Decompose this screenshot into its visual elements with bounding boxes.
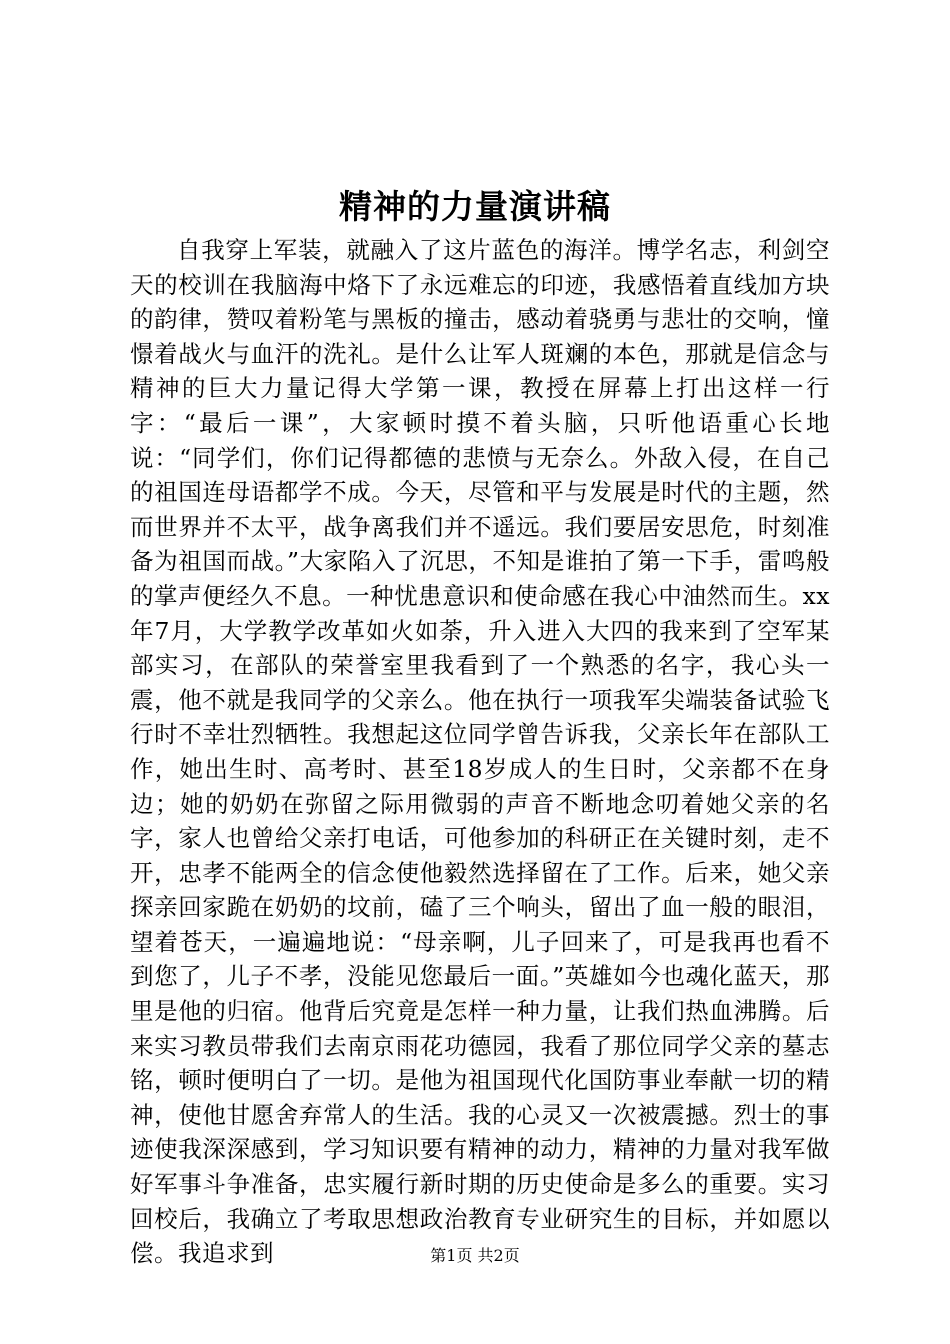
document-title: 精神的力量演讲稿 — [339, 187, 611, 226]
body-paragraph: 自我穿上军装，就融入了这片蓝色的海洋。博学名志，利剑空天的校训在我脑海中烙下了永远难忘的印迹，我感悟着直线加方块的韵律，赞叹着粉笔与黑板的撞击，感动着骁勇与悲壮的交响，憧憬着战火与血汗的洗礼。是什么让军人斑斓的本色，那就是信念与精神的巨大力量记得大学第一课，教授在屏幕上打出这样一行字：“最后一课”，大家顿时摸不着头脑，只听他语重心长地说：“同学们，你们记得都德的悲愤与无奈么。外敌入侵，在自己的祖国连母语都学不成。今天，尽管和平与发展是时代的主题，然而世界并不太平，战争离我们并不遥远。我们要居安思危，时刻准备为祖国而战。”大家陷入了沉思，不知是谁拍了第一下手，雷鸣般的掌声便经久不息。一种忧患意识和使命感在我心中油然而生。xx年7月，大学教学改革如火如荼，升入进入大四的我来到了空军某部实习，在部队的荣誉室里我看到了一个熟悉的名字，我心头一震，他不就是我同学的父亲么。他在执行一项我军尖端装备试验飞行时不幸壮烈牺牲。我想起这位同学曾告诉我，父亲长年在部队工作，她出生时、高考时、甚至18岁成人的生日时，父亲都不在身边；她的奶奶在弥留之际用微弱的声音不断地念叨着她父亲的名字，家人也曾给父亲打电话，可他参加的科研正在关键时刻，走不开，忠孝不能两全的信念使他毅然选择留在了工作。后来，她父亲探亲回家跪在奶奶的坟前，磕了三个响头，留出了血一般的眼泪，望着苍天，一遍遍地说：“母亲啊，儿子回来了，可是我再也看不到您了，儿子不孝，没能见您最后一面。”英雄如今也魂化蓝天，那里是他的归宿。他背后究竟是怎样一种力量，让我们热血沸腾。后来实习教员带我们去南京雨花功德园，我看了那位同学父亲的墓志铭，顿时便明白了一切。是他为祖国现代化国防事业奉献一切的精神，使他甘愿舍弃常人的生活。我的心灵又一次被震撼。烈士的事迹使我深深感到，学习知识要有精神的动力，精神的力量对我军做好军事斗争准备，忠实履行新时期的历史使命是多么的重要。实习回校后，我确立了考取思想政治教育专业研究生的目标，并如愿以偿。我追求到 — [130, 236, 830, 1268]
page-footer: 第1页 共2页 — [430, 1246, 520, 1265]
